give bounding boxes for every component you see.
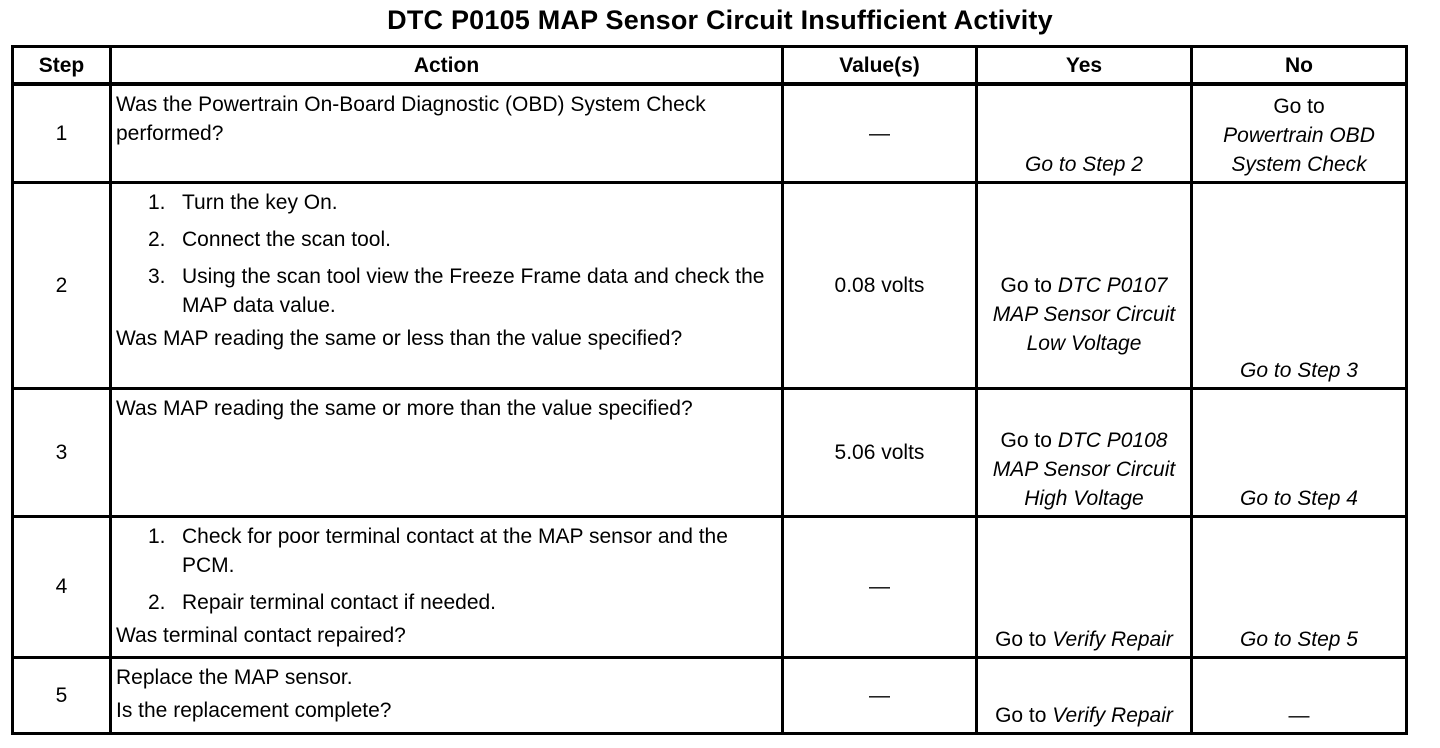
yes-prefix: Go to xyxy=(995,627,1047,651)
header-step: Step xyxy=(13,47,111,85)
table-row xyxy=(13,182,1407,388)
value-cell: 0.08 volts xyxy=(783,182,977,388)
action-cell xyxy=(111,657,783,733)
action-question: Was terminal contact repaired? xyxy=(116,623,406,647)
no-link-text: Go to Step 4 xyxy=(1240,486,1358,510)
value-cell: — xyxy=(783,84,977,182)
table-row xyxy=(13,516,1407,657)
no-link-text: Go to Step 5 xyxy=(1240,627,1358,651)
substep-list xyxy=(116,522,775,617)
yes-cell xyxy=(977,388,1192,516)
yes-prefix: Go to xyxy=(1000,428,1052,452)
action-cell xyxy=(111,516,783,657)
action-cell xyxy=(111,182,783,388)
yes-link-text: DTC P0108 MAP Sensor Circuit High Voltage xyxy=(992,428,1176,510)
substep-item: 2. Repair terminal contact if needed. xyxy=(148,590,497,614)
step-number: 5 xyxy=(13,657,111,733)
header-yes: Yes xyxy=(977,47,1192,85)
diagnostic-table xyxy=(11,45,1408,735)
value-cell: — xyxy=(783,516,977,657)
no-link-text: Powertrain OBD System Check xyxy=(1223,123,1375,176)
yes-cell xyxy=(977,657,1192,733)
action-question: Was MAP reading the same or less than the value specified? xyxy=(116,326,683,350)
yes-cell xyxy=(977,84,1192,182)
value-cell: — xyxy=(783,657,977,733)
step-number: 2 xyxy=(13,182,111,388)
step-number: 1 xyxy=(13,84,111,182)
yes-link-text: Go to Step 2 xyxy=(1025,152,1143,176)
step-number: 3 xyxy=(13,388,111,516)
no-link-text: — xyxy=(1288,703,1310,727)
table-row xyxy=(13,84,1407,182)
table-row xyxy=(13,388,1407,516)
header-row xyxy=(13,47,1407,85)
yes-link-text: Verify Repair xyxy=(1052,703,1173,727)
action-cell xyxy=(111,388,783,516)
no-cell xyxy=(1192,516,1407,657)
yes-prefix: Go to xyxy=(995,703,1047,727)
substep-list xyxy=(116,188,775,320)
substep-item: 3. Using the scan tool view the Freeze Frame data and check the MAP data value. xyxy=(148,264,765,317)
table-row xyxy=(13,657,1407,733)
value-cell: 5.06 volts xyxy=(783,388,977,516)
action-text: Was the Powertrain On-Board Diagnostic (OBD) System Check performed? xyxy=(116,93,706,145)
header-values: Value(s) xyxy=(783,47,977,85)
action-line: Is the replacement complete? xyxy=(116,698,392,722)
yes-cell xyxy=(977,516,1192,657)
action-line: Replace the MAP sensor. xyxy=(116,665,353,689)
yes-link-text: Verify Repair xyxy=(1052,627,1173,651)
step-number: 4 xyxy=(13,516,111,657)
action-cell xyxy=(111,84,783,182)
action-text: Was MAP reading the same or more than the value specified? xyxy=(116,396,693,420)
no-link-text: Go to Step 3 xyxy=(1240,358,1358,382)
yes-cell xyxy=(977,182,1192,388)
header-action: Action xyxy=(111,47,783,85)
no-cell xyxy=(1192,182,1407,388)
no-cell xyxy=(1192,84,1407,182)
substep-item: 2. Connect the scan tool. xyxy=(148,227,391,251)
yes-link-text: DTC P0107 MAP Sensor Circuit Low Voltage xyxy=(992,273,1176,355)
substep-item: 1. Check for poor terminal contact at the MAP sensor and the PCM. xyxy=(148,524,728,577)
no-cell xyxy=(1192,388,1407,516)
yes-prefix: Go to xyxy=(1000,273,1052,297)
no-cell xyxy=(1192,657,1407,733)
no-prefix: Go to xyxy=(1273,94,1325,118)
header-no: No xyxy=(1192,47,1407,85)
substep-item: 1. Turn the key On. xyxy=(148,190,338,214)
document-title: DTC P0105 MAP Sensor Circuit Insufficient Activity xyxy=(387,5,1053,35)
